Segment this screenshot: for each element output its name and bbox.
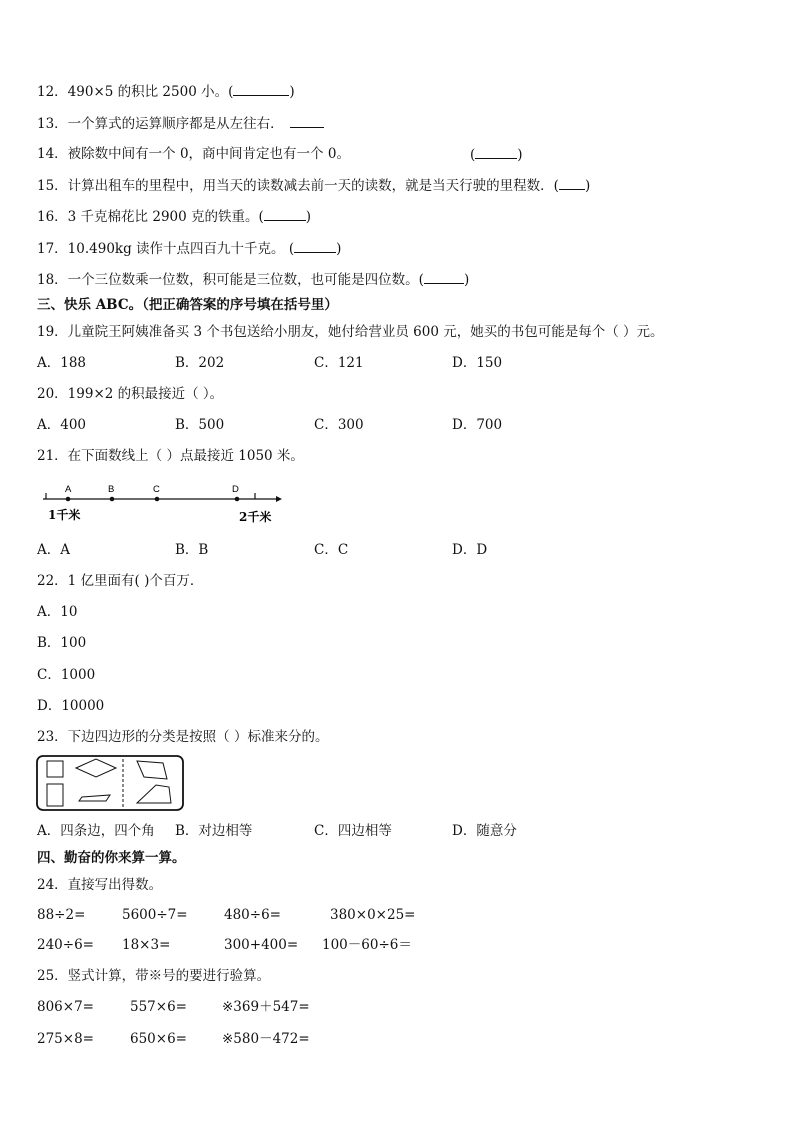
q22-option-a[interactable]: A．10 (37, 604, 78, 620)
paren-open: ( (470, 147, 476, 163)
question-14-answer (470, 145, 523, 164)
q25-item-6: ※580－472= (222, 1031, 310, 1047)
point-b-dot (110, 497, 115, 502)
q22-option-c[interactable]: C．1000 (37, 667, 96, 683)
q25-item-3: ※369＋547= (222, 999, 310, 1015)
q25-item-5: 650×6= (130, 1031, 187, 1047)
q24-item-4: 380×0×25= (330, 907, 416, 923)
q24-item-7: 300+400= (224, 937, 299, 953)
question-23-text: 23．下边四边形的分类是按照（ ）标准来分的。 (37, 729, 329, 745)
point-c-dot (155, 497, 160, 502)
answer-blank-13[interactable] (290, 114, 324, 128)
question-18 (37, 270, 469, 289)
question-12 (37, 82, 295, 101)
q24-item-5: 240÷6= (37, 937, 94, 953)
point-d-label: D (232, 484, 239, 495)
point-c-label: C (153, 484, 160, 495)
q23-option-a[interactable]: A．四条边，四个角 (37, 823, 155, 839)
question-13-text: 13．一个算式的运算顺序都是从左往右． (37, 116, 284, 132)
question-14 (37, 145, 350, 163)
question-15-text: 15．计算出租车的里程中，用当天的读数减去前一天的读数，就是当天行驶的里程数．( (37, 178, 559, 194)
question-12-text: 12．490×5 的积比 2500 小。( (37, 84, 234, 100)
question-19-text: 19．儿童院王阿姨准备买 3 个书包送给小朋友，她付给营业员 600 元，她买的书包可能是每个（ ）元。 (37, 324, 664, 340)
paren-close: ) (463, 272, 470, 288)
q20-option-c[interactable]: C．300 (314, 417, 364, 433)
start-label: 1千米 (48, 508, 81, 522)
q21-option-a[interactable]: A．A (37, 542, 70, 558)
rectangle-shape (47, 784, 63, 806)
rhombus-shape (76, 759, 116, 777)
q20-option-b[interactable]: B．500 (175, 417, 225, 433)
q23-option-c[interactable]: C．四边相等 (314, 823, 392, 839)
q24-item-3: 480÷6= (224, 907, 281, 923)
q24-item-2: 5600÷7= (122, 907, 188, 923)
answer-blank-16[interactable] (264, 207, 306, 221)
question-13 (37, 114, 324, 133)
quadrilateral-figure (36, 755, 186, 813)
point-a-dot (66, 497, 71, 502)
answer-blank-17[interactable] (294, 239, 336, 253)
question-14-text: 14．被除数中间有一个 0，商中间肯定也有一个 0。 (37, 146, 350, 162)
q22-option-b[interactable]: B．100 (37, 635, 87, 651)
q24-item-1: 88÷2= (37, 907, 86, 923)
point-b-label: B (108, 484, 115, 495)
section-4-title: 四、勤奋的你来算一算。 (37, 850, 186, 866)
q19-option-a[interactable]: A．188 (37, 355, 87, 371)
q25-item-2: 557×6= (130, 999, 187, 1015)
question-21-text: 21．在下面数线上（ ）点最接近 1050 米。 (37, 448, 304, 464)
q21-option-c[interactable]: C．C (314, 542, 349, 558)
question-24-text: 24．直接写出得数。 (37, 877, 163, 893)
answer-blank-18[interactable] (424, 270, 464, 284)
q20-option-a[interactable]: A．400 (37, 417, 87, 433)
figure-frame (37, 756, 183, 810)
q23-option-b[interactable]: B．对边相等 (175, 823, 253, 839)
parallelogram-shape (79, 795, 110, 801)
paren-close: ) (584, 178, 591, 194)
section-3-title: 三、快乐 ABC。（把正确答案的序号填在括号里） (37, 297, 338, 313)
q24-item-6: 18×3= (122, 937, 171, 953)
question-17-text: 17．10.490kg 读作十点四百九十千克。 ( (37, 241, 295, 257)
question-15 (37, 176, 590, 195)
q21-option-b[interactable]: B．B (175, 542, 209, 558)
paren-close: ) (289, 84, 295, 100)
q23-option-d[interactable]: D．随意分 (452, 823, 517, 839)
paren-close: ) (517, 147, 523, 163)
q20-option-d[interactable]: D．700 (452, 417, 503, 433)
point-d-dot (235, 497, 240, 502)
answer-blank-15[interactable] (559, 176, 585, 190)
question-17 (37, 239, 341, 258)
question-16 (37, 207, 311, 226)
end-label: 2千米 (239, 510, 272, 524)
q25-item-1: 806×7= (37, 999, 94, 1015)
q19-option-b[interactable]: B．202 (175, 355, 225, 371)
q19-option-d[interactable]: D．150 (452, 355, 503, 371)
question-16-text: 16．3 千克棉花比 2900 克的铁重。( (37, 209, 264, 225)
number-line-figure (36, 478, 286, 528)
answer-blank-14[interactable] (475, 145, 517, 159)
irregular-quad-shape (137, 785, 171, 803)
answer-blank-12[interactable] (233, 82, 289, 96)
paren-close: ) (336, 241, 342, 257)
paren-close: ) (305, 209, 312, 225)
point-a-label: A (65, 484, 72, 495)
square-shape (47, 761, 63, 777)
question-25-text: 25．竖式计算，带※号的要进行验算。 (37, 968, 271, 984)
question-18-text: 18．一个三位数乘一位数，积可能是三位数，也可能是四位数。( (37, 272, 424, 288)
q19-option-c[interactable]: C．121 (314, 355, 364, 371)
question-22-text: 22．1 亿里面有( )个百万． (37, 573, 204, 589)
q25-item-4: 275×8= (37, 1031, 94, 1047)
question-20-text: 20．199×2 的积最接近（ ）。 (37, 386, 224, 402)
trapezoid-shape (137, 761, 167, 779)
q21-option-d[interactable]: D．D (452, 542, 488, 558)
q22-option-d[interactable]: D．10000 (37, 698, 105, 714)
number-line-arrow (276, 496, 282, 502)
q24-item-8: 100－60÷6＝ (322, 937, 412, 953)
